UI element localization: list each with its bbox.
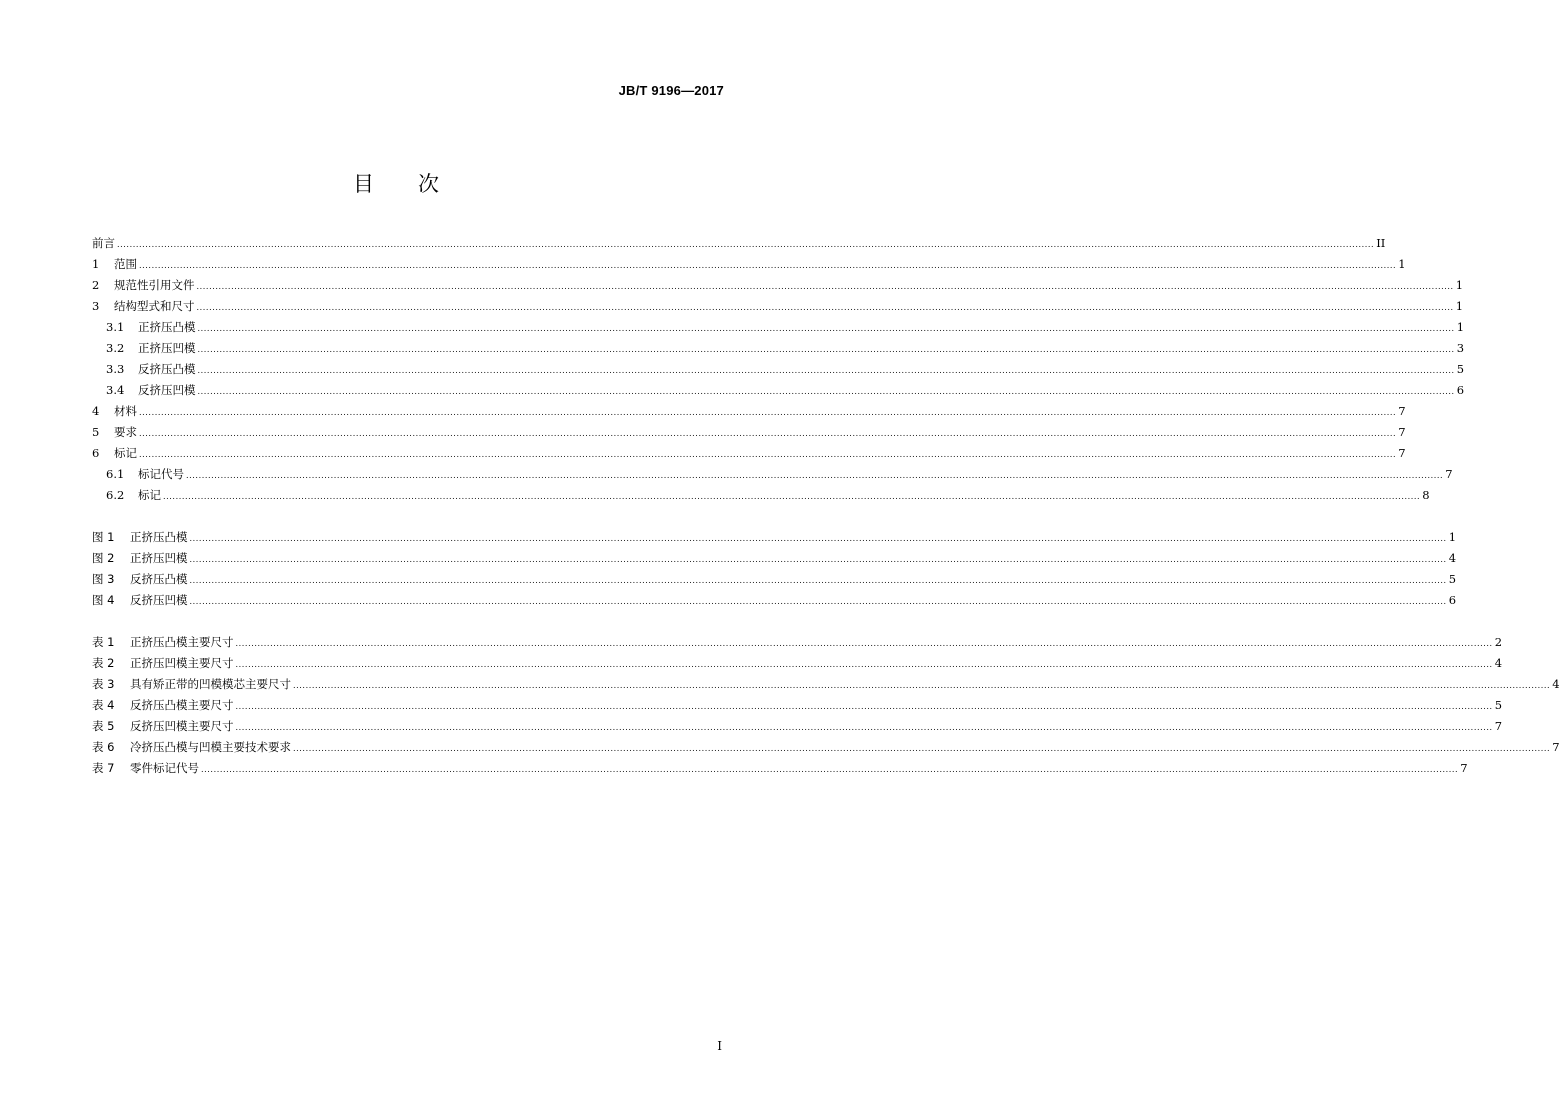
toc-entry[interactable] (92, 527, 1457, 548)
dot-leader: ................................................................................................................................................................................................................................................................................................................................................................................................................ (293, 681, 1551, 690)
toc-entry[interactable] (92, 359, 1465, 380)
toc-entry-page: 7 (1398, 425, 1406, 439)
dot-leader: ................................................................................................................................................................................................................................................................................................................................................................................................................ (189, 597, 1447, 606)
toc-entry-label: 规范性引用文件 (114, 278, 195, 292)
toc-entry[interactable] (92, 254, 1406, 275)
toc-entry-label: 冷挤压凸模与凹模主要技术要求 (130, 740, 291, 754)
dot-leader: ................................................................................................................................................................................................................................................................................................................................................................................................................ (139, 408, 1397, 417)
toc-entry[interactable] (92, 485, 1430, 506)
dot-leader: ................................................................................................................................................................................................................................................................................................................................................................................................................ (117, 240, 1375, 249)
toc-entry-label: 要求 (114, 425, 137, 439)
dot-leader: ................................................................................................................................................................................................................................................................................................................................................................................................................ (197, 387, 1455, 396)
toc-entry-number: 表 2 (92, 656, 115, 670)
toc-entry-label: 反挤压凹模 (138, 383, 196, 397)
toc-entry-number: 表 4 (92, 698, 115, 712)
toc-entry-page: 7 (1552, 740, 1560, 754)
toc-entry-label: 范围 (114, 257, 137, 271)
toc-entry-page: 5 (1456, 362, 1465, 376)
dot-leader: ................................................................................................................................................................................................................................................................................................................................................................................................................ (235, 660, 1493, 669)
toc-entry[interactable] (92, 317, 1465, 338)
toc-entry-number: 5 (92, 425, 100, 439)
toc-entry-number: 图 4 (92, 593, 115, 607)
toc-entry-number: 表 1 (92, 635, 115, 649)
toc-entry[interactable] (92, 569, 1457, 590)
toc-entry-page: 1 (1455, 278, 1464, 292)
dot-leader: ................................................................................................................................................................................................................................................................................................................................................................................................................ (163, 492, 1421, 501)
toc-entry-page: 1 (1455, 299, 1464, 313)
dot-leader: ................................................................................................................................................................................................................................................................................................................................................................................................................ (197, 324, 1455, 333)
toc-entry-label: 正挤压凹模 (138, 341, 196, 355)
toc-entry[interactable] (92, 380, 1465, 401)
toc-entry-page: 7 (1398, 446, 1406, 460)
toc-entry[interactable] (92, 674, 1560, 695)
toc-entry-page: 3 (1456, 341, 1465, 355)
toc-entry-page: 7 (1398, 404, 1406, 418)
toc-entry-label: 正挤压凸模 (130, 530, 188, 544)
toc-entry[interactable] (92, 296, 1464, 317)
page-title (0, 168, 792, 198)
toc-entry-page: 1 (1448, 530, 1457, 544)
toc-entry-page: 4 (1494, 656, 1503, 670)
toc-entry-number: 3.2 (106, 341, 125, 355)
toc-entry-label: 正挤压凹模主要尺寸 (130, 656, 234, 670)
toc-entry[interactable] (92, 401, 1406, 422)
toc-entry-label: 正挤压凹模 (130, 551, 188, 565)
toc-entry[interactable] (92, 275, 1464, 296)
toc-entry-number: 表 5 (92, 719, 115, 733)
toc-entry-label: 正挤压凸模主要尺寸 (130, 635, 234, 649)
toc-entry-label: 反挤压凹模 (130, 593, 188, 607)
toc-entry-label: 标记 (138, 488, 161, 502)
toc-entry-label: 反挤压凸模 (130, 572, 188, 586)
dot-leader: ................................................................................................................................................................................................................................................................................................................................................................................................................ (139, 429, 1397, 438)
toc-entry-number: 1 (92, 257, 100, 271)
toc-entry-number: 6 (92, 446, 100, 460)
toc-entry-label: 零件标记代号 (130, 761, 199, 775)
toc-entry-number: 表 3 (92, 677, 115, 691)
toc-entry-number: 图 1 (92, 530, 115, 544)
toc-entry[interactable] (92, 737, 1560, 758)
table-of-contents (92, 233, 1560, 779)
toc-entry-page: 1 (1456, 320, 1465, 334)
toc-entry-page: II (1376, 236, 1386, 250)
toc-entry-label: 正挤压凸模 (138, 320, 196, 334)
toc-entry-label: 具有矫正带的凹模模芯主要尺寸 (130, 677, 291, 691)
toc-entry[interactable] (92, 632, 1503, 653)
dot-leader: ................................................................................................................................................................................................................................................................................................................................................................................................................ (201, 765, 1459, 774)
toc-entry[interactable] (92, 422, 1406, 443)
toc-entry-number: 3 (92, 299, 100, 313)
toc-entry-page: 5 (1448, 572, 1457, 586)
dot-leader: ................................................................................................................................................................................................................................................................................................................................................................................................................ (189, 555, 1447, 564)
toc-entry-label: 反挤压凹模主要尺寸 (130, 719, 234, 733)
toc-entry[interactable] (92, 653, 1503, 674)
toc-entry-number: 表 7 (92, 761, 115, 775)
toc-entry[interactable] (92, 590, 1457, 611)
toc-entry-number: 表 6 (92, 740, 115, 754)
toc-entry[interactable] (92, 338, 1465, 359)
toc-entry-page: 6 (1456, 383, 1465, 397)
toc-entry-number: 4 (92, 404, 100, 418)
dot-leader: ................................................................................................................................................................................................................................................................................................................................................................................................................ (139, 261, 1397, 270)
toc-entry-page: 7 (1460, 761, 1468, 775)
title-char-1: 目 (353, 172, 374, 196)
toc-entry-label: 前言 (92, 236, 115, 250)
toc-entry-page: 7 (1445, 467, 1453, 481)
toc-entry-page: 6 (1448, 593, 1457, 607)
toc-entry-label: 结构型式和尺寸 (114, 299, 195, 313)
dot-leader: ................................................................................................................................................................................................................................................................................................................................................................................................................ (196, 303, 1454, 312)
toc-entry-label: 反挤压凸模 (138, 362, 196, 376)
toc-entry[interactable] (92, 548, 1457, 569)
dot-leader: ................................................................................................................................................................................................................................................................................................................................................................................................................ (189, 534, 1447, 543)
toc-entry-number: 3.1 (106, 320, 125, 334)
toc-entry-page: 7 (1494, 719, 1503, 733)
toc-entry-number: 6.2 (106, 488, 125, 502)
dot-leader: ................................................................................................................................................................................................................................................................................................................................................................................................................ (186, 471, 1444, 480)
toc-entry-number: 2 (92, 278, 100, 292)
toc-entry[interactable] (92, 716, 1503, 737)
toc-entry-number: 3.4 (106, 383, 125, 397)
toc-entry-label: 标记 (114, 446, 137, 460)
toc-entry-page: 4 (1448, 551, 1457, 565)
toc-entry-page: 8 (1422, 488, 1430, 502)
toc-entry-number: 图 3 (92, 572, 115, 586)
toc-entry-number: 6.1 (106, 467, 125, 481)
toc-entry-number: 图 2 (92, 551, 115, 565)
dot-leader: ................................................................................................................................................................................................................................................................................................................................................................................................................ (189, 576, 1447, 585)
section-gap (92, 506, 724, 527)
toc-entry[interactable] (92, 758, 1468, 779)
dot-leader: ................................................................................................................................................................................................................................................................................................................................................................................................................ (235, 723, 1493, 732)
toc-entry[interactable] (92, 464, 1453, 485)
page-number: I (717, 1039, 722, 1053)
dot-leader: ................................................................................................................................................................................................................................................................................................................................................................................................................ (235, 702, 1493, 711)
dot-leader: ................................................................................................................................................................................................................................................................................................................................................................................................................ (196, 282, 1454, 291)
toc-entry-label: 标记代号 (138, 467, 184, 481)
standard-code: JB/T 9196—2017 (618, 83, 724, 98)
toc-entry[interactable] (92, 443, 1406, 464)
toc-entry-page: 2 (1494, 635, 1503, 649)
toc-entry[interactable] (92, 233, 1386, 254)
toc-entry[interactable] (92, 695, 1503, 716)
toc-entry-page: 5 (1494, 698, 1503, 712)
toc-entry-number: 3.3 (106, 362, 125, 376)
toc-entry-label: 材料 (114, 404, 137, 418)
toc-entry-page: 4 (1552, 677, 1560, 691)
dot-leader: ................................................................................................................................................................................................................................................................................................................................................................................................................ (197, 345, 1455, 354)
dot-leader: ................................................................................................................................................................................................................................................................................................................................................................................................................ (235, 639, 1493, 648)
dot-leader: ................................................................................................................................................................................................................................................................................................................................................................................................................ (139, 450, 1397, 459)
title-char-2: 次 (418, 172, 439, 196)
dot-leader: ................................................................................................................................................................................................................................................................................................................................................................................................................ (293, 744, 1551, 753)
toc-entry-label: 反挤压凸模主要尺寸 (130, 698, 234, 712)
section-gap (92, 611, 724, 632)
dot-leader: ................................................................................................................................................................................................................................................................................................................................................................................................................ (197, 366, 1455, 375)
toc-entry-page: 1 (1398, 257, 1406, 271)
